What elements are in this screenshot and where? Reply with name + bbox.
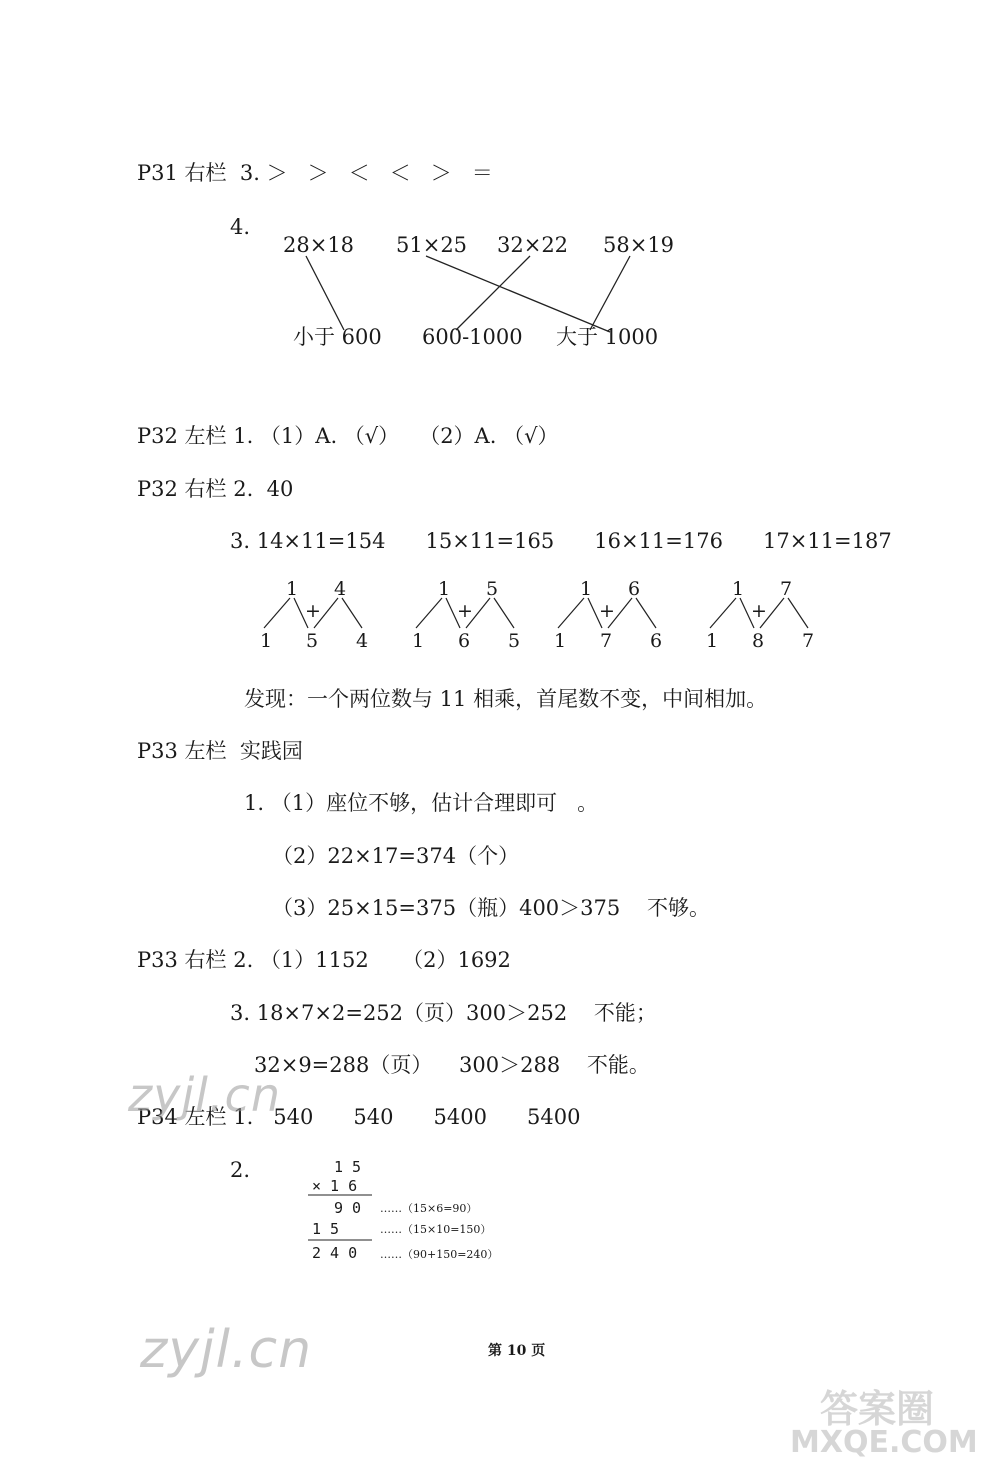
diagram-1-plus: + — [305, 600, 321, 622]
page-number: 第 10 页 — [488, 1343, 546, 1359]
diagram-4-bottom-digit: 1 — [706, 630, 719, 652]
range-600-1000: 600-1000 — [422, 325, 523, 349]
expr-32x22: 32×22 — [497, 233, 569, 257]
mult-note2: ……（15×10=150） — [380, 1223, 492, 1236]
diagram-2-link — [494, 598, 514, 628]
p33-item3: （3）25×15=375（瓶）400＞375 不够。 — [272, 896, 710, 920]
diagram-1-link — [342, 598, 362, 628]
diagram-3-top-digit: 1 — [580, 578, 593, 600]
diagram-2-bottom-digit: 6 — [458, 630, 471, 652]
watermark-mark3: 答案圈 — [820, 1387, 935, 1431]
p32-finding: 发现：一个两位数与 11 相乘，首尾数不变，中间相加。 — [244, 687, 768, 711]
p32-line2: P32 右栏 2. 40 — [137, 477, 294, 501]
p31-line3: P31 右栏 3. ＞ ＞ ＜ ＜ ＞ ＝ — [137, 161, 493, 185]
mult-note3: ……（90+150=240） — [380, 1248, 499, 1261]
diagram-4-top-digit: 1 — [732, 578, 745, 600]
mult-row2: × 1 6 — [312, 1177, 358, 1195]
diagram-1-bottom-digit: 5 — [306, 630, 319, 652]
diagram-4-link — [710, 598, 736, 628]
expr-28x18: 28×18 — [283, 233, 355, 257]
diagram-2-plus: + — [457, 600, 473, 622]
range-over-1000: 大于 1000 — [556, 325, 659, 349]
expr-51x25: 51×25 — [396, 233, 468, 257]
diagram-3-bottom-digit: 6 — [650, 630, 663, 652]
p34-line1: P34 左栏 1. 540 540 5400 5400 — [137, 1105, 581, 1129]
p33-right1: P33 右栏 2. （1）1152 （2）1692 — [137, 948, 511, 972]
diagram-4-plus: + — [751, 600, 767, 622]
p33-heading: P33 左栏 实践园 — [137, 739, 303, 763]
mult-row1: 1 5 — [334, 1158, 362, 1176]
mult-row4: 1 5 — [312, 1220, 340, 1238]
diagram-4-bottom-digit: 7 — [802, 630, 815, 652]
diagram-3-bottom-digit: 7 — [600, 630, 613, 652]
diagram-3-link — [558, 598, 584, 628]
diagram-3-plus: + — [599, 600, 615, 622]
mult-row5: 2 4 0 — [312, 1244, 358, 1262]
diagram-4-bottom-digit: 8 — [752, 630, 765, 652]
diagram-2-top-digit: 1 — [438, 578, 451, 600]
diagram-3-top-digit: 6 — [628, 578, 641, 600]
diagram-2-bottom-digit: 1 — [412, 630, 425, 652]
diagram-4-link — [788, 598, 808, 628]
diagram-3-link — [636, 598, 656, 628]
mult-row3: 9 0 — [334, 1199, 362, 1217]
p32-line1: P32 左栏 1. （1）A. （√） （2）A. （√） — [137, 424, 559, 448]
diagram-2-top-digit: 5 — [486, 578, 499, 600]
diagram-2-link — [416, 598, 442, 628]
watermark-mark4: MXQE.COM — [790, 1425, 978, 1460]
diagram-1-link — [264, 598, 290, 628]
diagram-1-top-digit: 4 — [334, 578, 347, 600]
diagram-2-bottom-digit: 5 — [508, 630, 521, 652]
range-less-600: 小于 600 — [293, 325, 382, 349]
watermark-mark2: zyjl.cn — [140, 1320, 313, 1380]
diagram-4-top-digit: 7 — [780, 578, 793, 600]
expr-58x19: 58×19 — [603, 233, 675, 257]
diagram-1-bottom-digit: 1 — [260, 630, 273, 652]
diagram-1-top-digit: 1 — [286, 578, 299, 600]
diagram-3-bottom-digit: 1 — [554, 630, 567, 652]
p31-q4-label: 4. — [230, 215, 251, 239]
p33-right3: 32×9=288（页） 300＞288 不能。 — [254, 1053, 650, 1077]
p33-item1: 1. （1）座位不够，估计合理即可 。 — [244, 791, 599, 815]
mult-note1: ……（15×6=90） — [380, 1202, 478, 1215]
watermark-mark1: zyjl.cn — [128, 1068, 281, 1122]
p33-right2: 3. 18×7×2=252（页）300＞252 不能； — [230, 1001, 657, 1025]
diagram-1-bottom-digit: 4 — [356, 630, 369, 652]
p32-line3: 3. 14×11=154 15×11=165 16×11=176 17×11=187 — [230, 529, 892, 553]
p34-q2-label: 2. — [230, 1158, 251, 1182]
p33-item2: （2）22×17=374（个） — [272, 844, 520, 868]
